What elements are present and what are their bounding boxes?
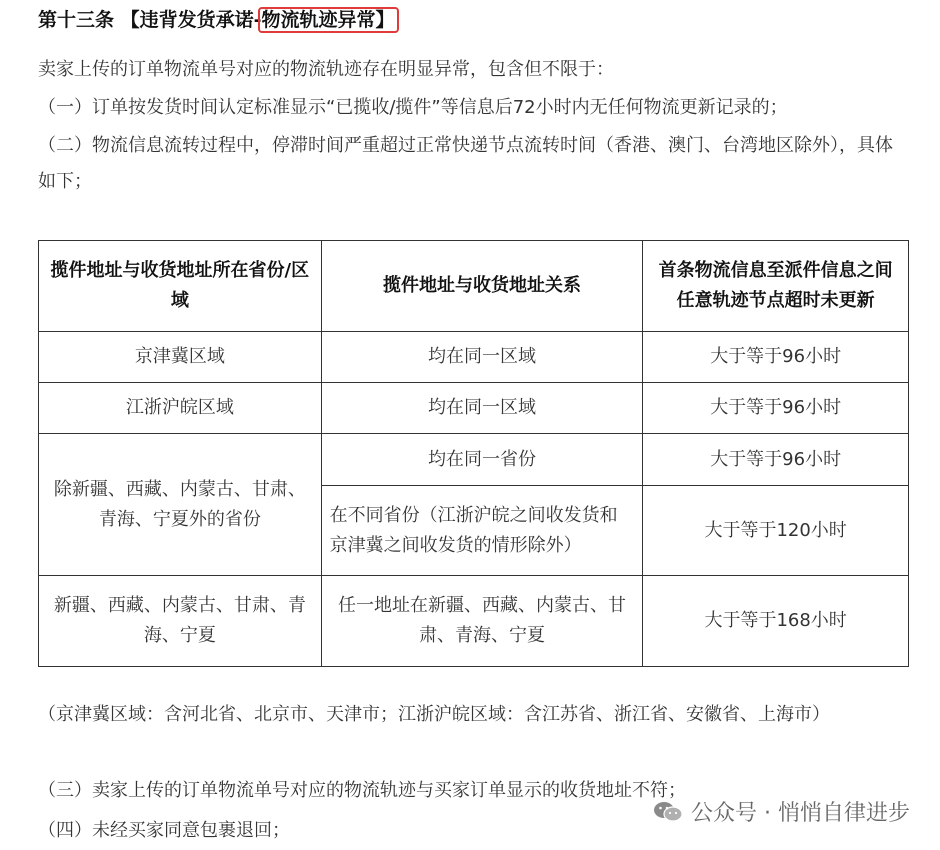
relation-cell: 均在同一区域 bbox=[321, 383, 643, 434]
article-title bbox=[38, 6, 399, 34]
timeout-cell: 大于等于96小时 bbox=[643, 383, 909, 434]
table-row bbox=[39, 576, 909, 667]
table-header-relation: 揽件地址与收货地址关系 bbox=[321, 241, 643, 332]
table-header-timeout: 首条物流信息至派件信息之间任意轨迹节点超时未更新 bbox=[643, 241, 909, 332]
wechat-icon bbox=[653, 800, 683, 824]
timeout-cell: 大于等于120小时 bbox=[643, 486, 909, 576]
table-row bbox=[39, 434, 909, 486]
table-row bbox=[39, 332, 909, 383]
region-cell: 京津冀区域 bbox=[39, 332, 322, 383]
relation-cell: 任一地址在新疆、西藏、内蒙古、甘肃、青海、宁夏 bbox=[321, 576, 643, 667]
table-header-region: 揽件地址与收货地址所在省份/区域 bbox=[39, 241, 322, 332]
intro-paragraph: 卖家上传的订单物流单号对应的物流轨迹存在明显异常，包含但不限于： bbox=[38, 59, 614, 80]
watermark-text: 公众号 · 悄悄自律进步 bbox=[691, 801, 910, 826]
watermark bbox=[653, 796, 910, 827]
timeout-cell: 大于等于96小时 bbox=[643, 434, 909, 486]
table-header-row bbox=[39, 241, 909, 332]
timeout-table bbox=[38, 240, 909, 667]
title-highlight: 物流轨迹异常】 bbox=[258, 7, 399, 33]
item-4: （四）未经买家同意包裹退回； bbox=[38, 820, 290, 841]
relation-cell: 在不同省份（江浙沪皖之间收发货和京津冀之间收发货的情形除外） bbox=[321, 486, 643, 576]
region-cell: 除新疆、西藏、内蒙古、甘肃、青海、宁夏外的省份 bbox=[39, 434, 322, 576]
relation-cell: 均在同一区域 bbox=[321, 332, 643, 383]
item-3: （三）卖家上传的订单物流单号对应的物流轨迹与买家订单显示的收货地址不符； bbox=[38, 780, 686, 801]
table-row bbox=[39, 383, 909, 434]
relation-cell: 均在同一省份 bbox=[321, 434, 643, 486]
region-note: （京津冀区域：含河北省、北京市、天津市；江浙沪皖区域：含江苏省、浙江省、安徽省、上海市） bbox=[38, 704, 830, 725]
timeout-cell: 大于等于96小时 bbox=[643, 332, 909, 383]
title-prefix: 第十三条 【违背发货承诺- bbox=[38, 9, 262, 31]
region-cell: 新疆、西藏、内蒙古、甘肃、青海、宁夏 bbox=[39, 576, 322, 667]
region-cell: 江浙沪皖区域 bbox=[39, 383, 322, 434]
item-2: （二）物流信息流转过程中，停滞时间严重超过正常快递节点流转时间（香港、澳门、台湾地区除外），具体如下； bbox=[38, 135, 893, 192]
timeout-cell: 大于等于168小时 bbox=[643, 576, 909, 667]
item-1: （一）订单按发货时间认定标准显示“已揽收/揽件”等信息后72小时内无任何物流更新记录的； bbox=[38, 97, 788, 118]
